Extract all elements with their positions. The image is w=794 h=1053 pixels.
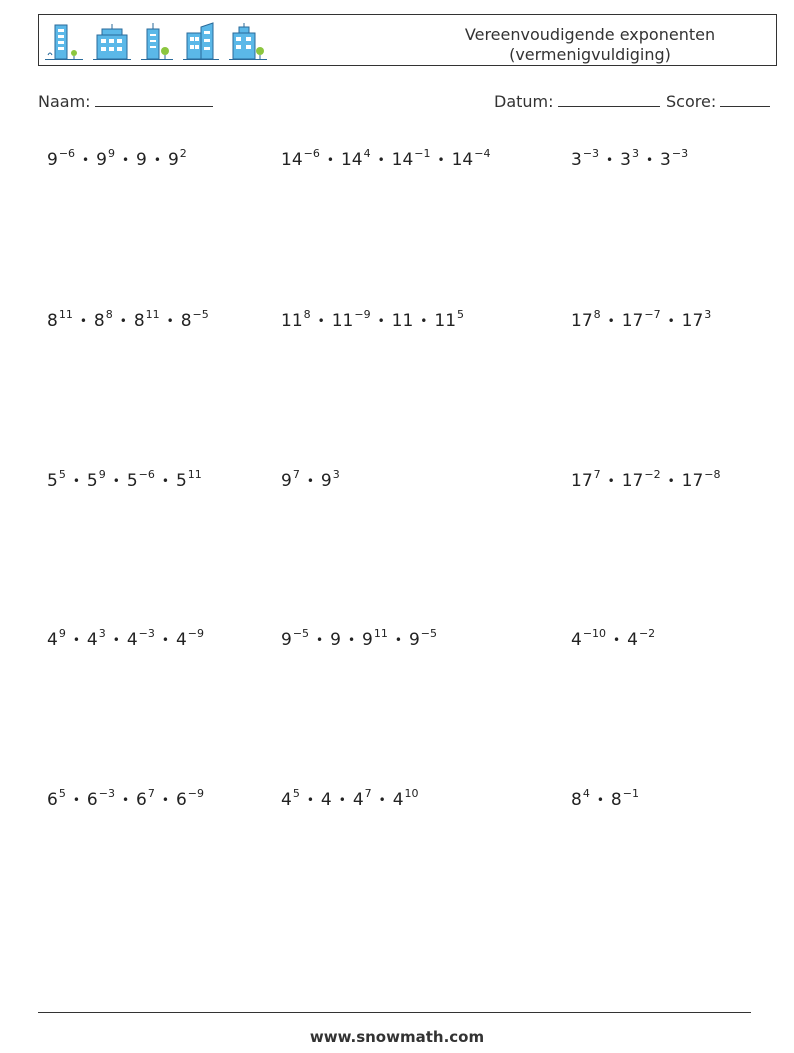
multiply-dot: • — [607, 314, 615, 328]
name-field — [38, 92, 213, 111]
date-field — [494, 92, 660, 111]
exponent: 10 — [404, 787, 419, 800]
base: 6 — [47, 790, 58, 810]
base: 11 — [331, 311, 354, 331]
name-input-line[interactable] — [95, 92, 213, 107]
base: 4 — [352, 790, 364, 810]
score-label: Score: — [666, 92, 717, 111]
power-term — [136, 150, 147, 170]
problem-12 — [571, 628, 655, 654]
base: 9 — [281, 630, 292, 650]
multiply-dot: • — [317, 314, 325, 328]
exponent: −2 — [638, 627, 656, 640]
base: 14 — [340, 150, 363, 170]
power-term — [660, 147, 689, 170]
date-input-line[interactable] — [558, 92, 660, 107]
multiply-dot: • — [606, 153, 614, 167]
multiply-dot: • — [316, 633, 324, 647]
base: 17 — [681, 311, 704, 331]
problem-5 — [281, 309, 464, 335]
exponent: 7 — [364, 787, 372, 800]
exponent: 7 — [147, 787, 155, 800]
score-field — [666, 92, 770, 111]
power-term — [47, 468, 66, 491]
base: 5 — [175, 471, 187, 491]
power-term — [571, 147, 600, 170]
power-term — [281, 147, 320, 170]
power-term — [392, 311, 414, 331]
power-term — [571, 787, 590, 810]
multiply-dot: • — [112, 474, 120, 488]
power-term — [321, 790, 332, 810]
multiply-dot: • — [121, 153, 130, 167]
base: 4 — [320, 790, 332, 810]
base: 8 — [93, 311, 105, 331]
power-term — [281, 308, 311, 331]
power-term — [86, 468, 106, 491]
problem-11 — [281, 628, 437, 654]
multiply-dot: • — [82, 153, 90, 167]
power-term — [627, 627, 656, 650]
exponent: 9 — [58, 627, 66, 640]
base: 4 — [627, 630, 638, 650]
multiply-dot: • — [667, 474, 675, 488]
office-building-icon — [93, 21, 131, 61]
exponent: 9 — [98, 468, 106, 481]
exponent: −5 — [292, 627, 310, 640]
base: 14 — [451, 150, 474, 170]
base: 3 — [571, 150, 582, 170]
exponent: −2 — [644, 468, 661, 481]
exponent: −8 — [704, 468, 721, 481]
multiply-dot: • — [377, 153, 385, 167]
multiply-dot: • — [667, 314, 675, 328]
power-term — [352, 787, 372, 810]
base: 11 — [434, 311, 457, 331]
exponent: 5 — [457, 308, 465, 321]
power-term — [175, 627, 204, 650]
power-term — [281, 468, 300, 491]
base: 11 — [391, 311, 414, 331]
problem-8 — [281, 469, 340, 495]
multiply-dot: • — [166, 314, 174, 328]
power-term — [451, 147, 491, 170]
problem-1 — [47, 148, 187, 174]
multiply-dot: • — [437, 153, 445, 167]
base: 5 — [86, 471, 98, 491]
power-term — [281, 787, 300, 810]
base: 8 — [47, 311, 58, 331]
base: 17 — [571, 311, 593, 331]
exponent: −3 — [138, 627, 155, 640]
multiply-dot: • — [72, 633, 80, 647]
base: 4 — [392, 790, 404, 810]
exponent: 5 — [58, 787, 66, 800]
problem-4 — [47, 309, 209, 335]
exponent: 3 — [704, 308, 712, 321]
exponent: −6 — [303, 147, 320, 160]
power-term — [175, 468, 202, 491]
exponent: 8 — [593, 308, 601, 321]
base: 9 — [281, 471, 292, 491]
base: 17 — [681, 471, 704, 491]
base: 9 — [330, 630, 341, 650]
power-term — [681, 308, 712, 331]
exponent: −1 — [414, 147, 431, 160]
power-term — [133, 308, 160, 331]
power-term — [408, 627, 437, 650]
base: 9 — [408, 630, 420, 650]
power-term — [126, 468, 155, 491]
multiply-dot: • — [306, 793, 314, 807]
exponent: 2 — [179, 147, 187, 160]
power-term — [681, 468, 721, 491]
multiply-dot: • — [378, 793, 386, 807]
exponent: 9 — [107, 147, 115, 160]
footer-website: www.snowmath.com — [309, 1028, 485, 1046]
power-term — [167, 147, 187, 170]
power-term — [571, 627, 607, 650]
exponent: 3 — [98, 627, 106, 640]
multiply-dot: • — [72, 793, 80, 807]
multiply-dot: • — [79, 314, 87, 328]
title-line-2: (vermenigvuldiging) — [509, 45, 671, 64]
power-term — [621, 308, 661, 331]
base: 11 — [281, 311, 303, 331]
base: 14 — [281, 150, 303, 170]
date-label: Datum: — [494, 92, 554, 111]
multiply-dot: • — [161, 793, 169, 807]
skyscraper-icon — [183, 21, 219, 61]
base: 8 — [180, 311, 192, 331]
exponent: 5 — [292, 787, 300, 800]
power-term — [571, 308, 601, 331]
power-term — [620, 147, 639, 170]
base: 9 — [167, 150, 179, 170]
base: 17 — [621, 471, 644, 491]
header-box — [38, 14, 777, 66]
exponent: 4 — [582, 787, 590, 800]
power-term — [136, 787, 155, 810]
base: 4 — [86, 630, 98, 650]
multiply-dot: • — [607, 474, 615, 488]
power-term — [331, 308, 371, 331]
multiply-dot: • — [112, 633, 120, 647]
multiply-dot: • — [613, 633, 621, 647]
base: 6 — [86, 790, 98, 810]
multiply-dot: • — [153, 153, 161, 167]
problem-7 — [47, 469, 202, 495]
multiply-dot: • — [161, 474, 169, 488]
exponent: −9 — [187, 627, 204, 640]
footer-divider — [38, 1012, 751, 1013]
multiply-dot: • — [347, 633, 356, 647]
base: 9 — [136, 150, 147, 170]
multiply-dot: • — [645, 153, 654, 167]
power-term — [86, 787, 115, 810]
power-term — [392, 787, 419, 810]
power-term — [175, 787, 204, 810]
problem-14 — [281, 788, 419, 814]
multiply-dot: • — [394, 633, 402, 647]
header-icons — [45, 21, 267, 61]
problem-6 — [571, 309, 711, 335]
base: 6 — [136, 790, 147, 810]
exponent: 8 — [105, 308, 113, 321]
exponent: −10 — [582, 627, 607, 640]
base: 14 — [391, 150, 414, 170]
exponent: 5 — [58, 468, 66, 481]
exponent: −6 — [58, 147, 76, 160]
exponent: −6 — [138, 468, 155, 481]
multiply-dot: • — [72, 474, 80, 488]
power-term — [391, 147, 431, 170]
base: 6 — [175, 790, 187, 810]
exponent: 3 — [332, 468, 340, 481]
exponent: 3 — [631, 147, 639, 160]
base: 17 — [621, 311, 644, 331]
base: 4 — [571, 630, 582, 650]
exponent: −1 — [622, 787, 639, 800]
exponent: −3 — [582, 147, 600, 160]
problem-13 — [47, 788, 204, 814]
base: 5 — [47, 471, 58, 491]
exponent: −7 — [644, 308, 661, 321]
base: 4 — [175, 630, 187, 650]
multiply-dot: • — [121, 793, 130, 807]
power-term — [47, 787, 66, 810]
multiply-dot: • — [420, 314, 428, 328]
base: 3 — [660, 150, 671, 170]
power-term — [330, 630, 341, 650]
exponent: 11 — [373, 627, 388, 640]
power-term — [362, 627, 388, 650]
exponent: −5 — [420, 627, 437, 640]
name-label: Naam: — [38, 92, 91, 111]
power-term — [126, 627, 155, 650]
multiply-dot: • — [338, 793, 346, 807]
problem-3 — [571, 148, 688, 174]
exponent: 8 — [303, 308, 311, 321]
exponent: 4 — [363, 147, 371, 160]
power-term — [340, 147, 371, 170]
tower-icon — [141, 21, 173, 61]
base: 5 — [126, 471, 138, 491]
problem-15 — [571, 788, 639, 814]
base: 9 — [362, 630, 373, 650]
power-term — [180, 308, 209, 331]
power-term — [281, 627, 310, 650]
exponent: 7 — [593, 468, 601, 481]
base: 8 — [571, 790, 582, 810]
exponent: −3 — [671, 147, 689, 160]
power-term — [96, 147, 115, 170]
base: 9 — [96, 150, 107, 170]
exponent: 11 — [145, 308, 160, 321]
multiply-dot: • — [326, 153, 334, 167]
exponent: 11 — [58, 308, 73, 321]
exponent: 7 — [292, 468, 300, 481]
score-input-line[interactable] — [720, 92, 770, 107]
base: 9 — [320, 471, 332, 491]
title-line-1: Vereenvoudigende exponenten — [464, 25, 716, 44]
exponent: −3 — [98, 787, 115, 800]
exponent: −5 — [192, 308, 209, 321]
base: 3 — [620, 150, 631, 170]
base: 8 — [133, 311, 145, 331]
power-term — [47, 627, 66, 650]
apartment-icon — [229, 21, 267, 61]
multiply-dot: • — [119, 314, 127, 328]
base: 8 — [610, 790, 622, 810]
power-term — [610, 787, 639, 810]
exponent: −4 — [474, 147, 491, 160]
exponent: −9 — [187, 787, 204, 800]
building-icon — [45, 21, 83, 61]
base: 17 — [571, 471, 593, 491]
power-term — [86, 627, 106, 650]
power-term — [320, 468, 340, 491]
power-term — [621, 468, 661, 491]
power-term — [434, 308, 465, 331]
power-term — [571, 468, 601, 491]
worksheet-title — [409, 25, 771, 65]
info-row — [38, 92, 771, 116]
multiply-dot: • — [306, 474, 314, 488]
power-term — [47, 308, 73, 331]
base: 4 — [126, 630, 138, 650]
exponent: 11 — [187, 468, 202, 481]
problem-2 — [281, 148, 490, 174]
base: 4 — [47, 630, 58, 650]
base: 9 — [47, 150, 58, 170]
problem-9 — [571, 469, 721, 495]
multiply-dot: • — [596, 793, 604, 807]
power-term — [47, 147, 76, 170]
power-term — [93, 308, 113, 331]
base: 4 — [281, 790, 292, 810]
exponent: −9 — [354, 308, 371, 321]
multiply-dot: • — [377, 314, 385, 328]
multiply-dot: • — [161, 633, 169, 647]
problem-10 — [47, 628, 204, 654]
